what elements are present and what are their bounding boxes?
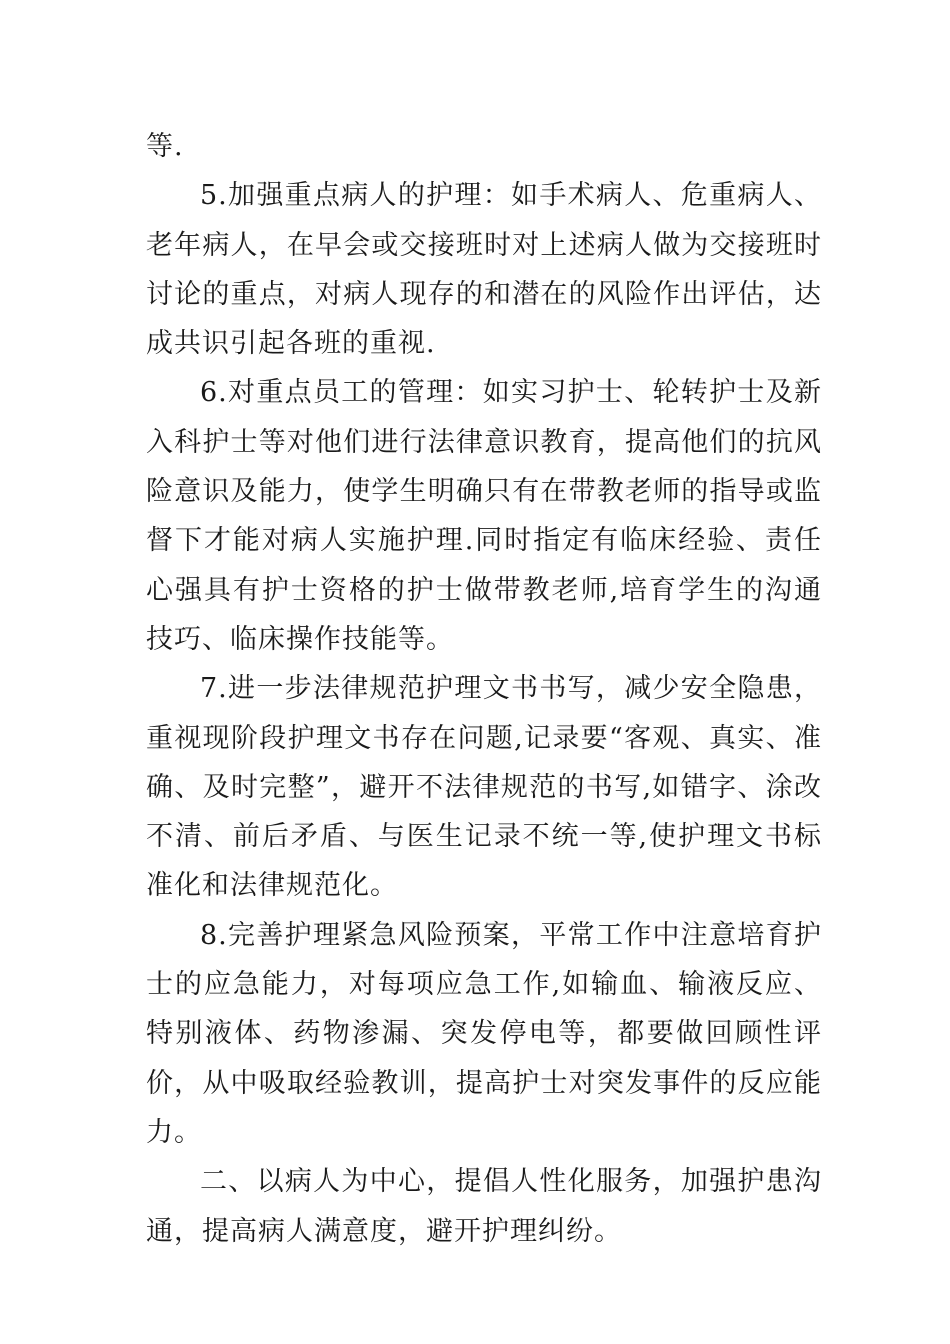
paragraph-item-6: 6.对重点员工的管理：如实习护士、轮转护士及新入科护士等对他们进行法律意识教育，提高他们的抗风险意识及能力，使学生明确只有在带教老师的指导或监督下才能对病人实施护理.同时指定有临床经验、责任心强具有护士资格的护士做带教老师,培育学生的沟通技巧、临床操作技能等。 [146,377,822,655]
paragraph-item-7: 7.进一步法律规范护理文书书写，减少安全隐患，重视现阶段护理文书存在问题,记录要“客观、真实、准确、及时完整”，避开不法律规范的书写,如错字、涂改不清、前后矛盾、与医生记录不统一等,使护理文书标准化和法律规范化。 [146,673,822,902]
paragraph-item-8: 8.完善护理紧急风险预案，平常工作中注意培育护士的应急能力，对每项应急工作,如输血、输液反应、特别液体、药物渗漏、突发停电等，都要做回顾性评价，从中吸取经验教训，提高护士对突发事件的反应能力。 [146,919,822,1148]
paragraph-item-5: 5.加强重点病人的护理：如手术病人、危重病人、老年病人，在早会或交接班时对上述病人做为交接班时讨论的重点，对病人现存的和潜在的风险作出评估，达成共识引起各班的重视. [146,180,822,360]
paragraph-section-2: 二、以病人为中心，提倡人性化服务，加强护患沟通，提高病人满意度，避开护理纠纷。 [146,1166,822,1247]
paragraph-continuation: 等. [146,131,184,162]
document-body [146,122,822,1256]
